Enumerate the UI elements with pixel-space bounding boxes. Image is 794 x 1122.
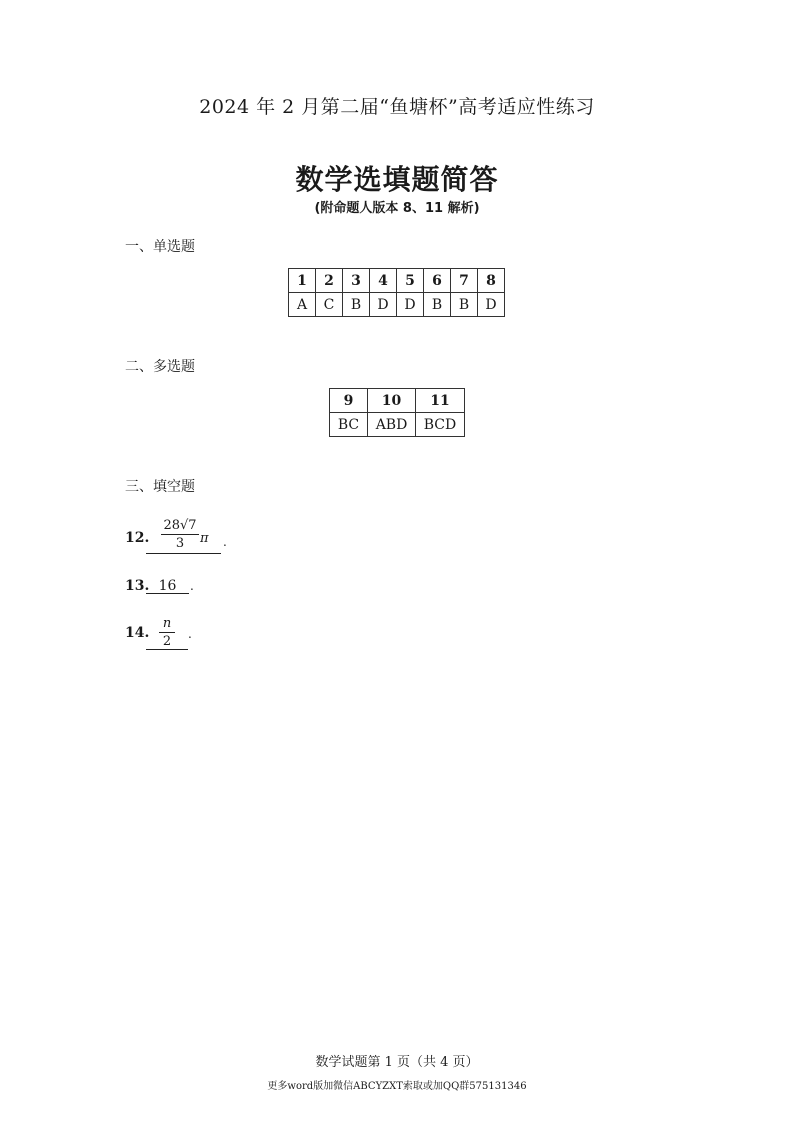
question-12-number: 12. — [125, 530, 150, 546]
period-mark: . — [223, 535, 227, 549]
fraction-bar — [159, 632, 175, 633]
footer-note: 更多word版加微信ABCYZXT索取或加QQ群575131346 — [267, 1081, 527, 1092]
answer-cell: D — [397, 293, 424, 317]
answer-blank-14 — [146, 649, 188, 650]
answer-cell: ABD — [368, 413, 416, 437]
question-number: 7 — [451, 269, 478, 293]
section-fill-blank-heading: 三、填空题 — [125, 479, 195, 495]
answer-cell: A — [289, 293, 316, 317]
section-single-choice-heading: 一、单选题 — [125, 239, 195, 255]
single-choice-answer-table — [288, 268, 505, 317]
section-multi-choice-heading: 二、多选题 — [125, 359, 195, 375]
question-number: 8 — [478, 269, 505, 293]
question-number: 6 — [424, 269, 451, 293]
answer-cell: C — [316, 293, 343, 317]
page-footer: 数学试题第 1 页（共 4 页） — [315, 1055, 479, 1070]
table-header-row — [330, 389, 465, 413]
answer-cell: B — [343, 293, 370, 317]
question-number: 11 — [416, 389, 465, 413]
fraction-numerator: 28√7 — [163, 518, 197, 533]
period-mark: . — [188, 627, 192, 641]
answer-12-fraction — [161, 518, 199, 551]
fraction-denominator: 2 — [162, 634, 172, 649]
answer-blank-12 — [146, 553, 221, 554]
answer-cell: B — [424, 293, 451, 317]
question-number: 1 — [289, 269, 316, 293]
answer-cell: BC — [330, 413, 368, 437]
question-number: 3 — [343, 269, 370, 293]
table-row — [330, 413, 465, 437]
question-number: 2 — [316, 269, 343, 293]
question-number: 10 — [368, 389, 416, 413]
question-14-number: 14. — [125, 625, 150, 641]
page-title: 数学选填题简答 — [295, 163, 499, 196]
table-header-row — [289, 269, 505, 293]
fraction-bar — [161, 534, 199, 535]
answer-cell: D — [370, 293, 397, 317]
table-row — [289, 293, 505, 317]
question-13-number: 13. — [125, 578, 150, 594]
answer-cell: BCD — [416, 413, 465, 437]
answer-cell: D — [478, 293, 505, 317]
exam-title: 2024 年 2 月第二届“鱼塘杯”高考适应性练习 — [199, 96, 595, 118]
answer-14-fraction — [159, 616, 175, 649]
answer-12-pi: π — [200, 531, 209, 546]
answer-13-value: 16 — [158, 578, 177, 594]
period-mark: . — [190, 579, 194, 593]
fraction-denominator: 3 — [175, 536, 185, 551]
answer-cell: B — [451, 293, 478, 317]
multi-choice-answer-table — [329, 388, 465, 437]
question-number: 4 — [370, 269, 397, 293]
question-number: 5 — [397, 269, 424, 293]
question-number: 9 — [330, 389, 368, 413]
fraction-numerator: n — [162, 616, 172, 631]
page-subtitle: (附命题人版本 8、11 解析) — [314, 201, 480, 216]
